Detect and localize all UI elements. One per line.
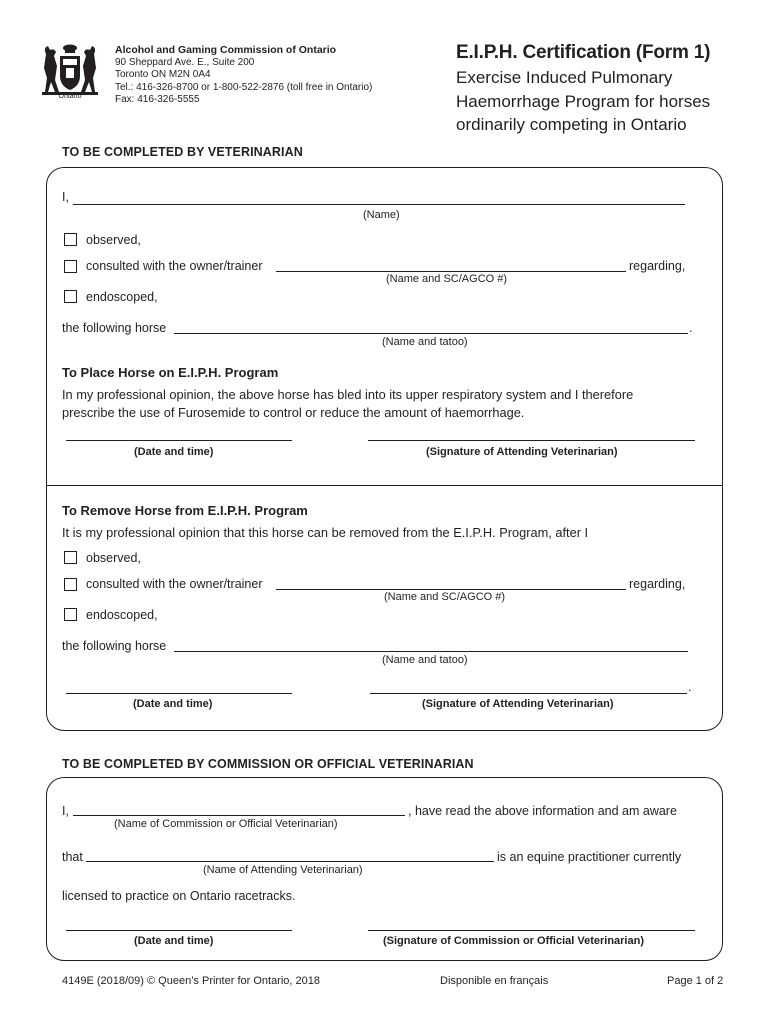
commission-date-field[interactable] xyxy=(66,930,292,931)
commission-name-field[interactable] xyxy=(73,815,405,816)
veterinarian-name-field[interactable] xyxy=(73,204,685,205)
place-horse-heading: To Place Horse on E.I.P.H. Program xyxy=(62,365,279,380)
regarding-label: regarding, xyxy=(629,259,686,273)
telephone: Tel.: 416-326-8700 or 1-800-522-2876 (toll free in Ontario) xyxy=(115,81,373,93)
place-date-field[interactable] xyxy=(66,440,292,441)
remove-horse-text: It is my professional opinion that this horse can be removed from the E.I.P.H. Program, after I xyxy=(62,525,589,540)
form-title: E.I.P.H. Certification (Form 1) xyxy=(456,42,711,63)
place-date-caption: (Date and time) xyxy=(134,446,214,458)
commission-name-caption: (Name of Commission or Official Veterinarian) xyxy=(114,818,338,830)
form-subtitle xyxy=(456,66,766,137)
remove-horse-caption: (Name and tatoo) xyxy=(382,654,468,666)
remove-owner-trainer-caption: (Name and SC/AGCO #) xyxy=(384,591,506,603)
consulted-label: consulted with the owner/trainer xyxy=(86,259,263,273)
fax: Fax: 416-326-5555 xyxy=(115,94,200,105)
remove-consulted-checkbox[interactable] xyxy=(64,578,77,591)
address-line-1: 90 Sheppard Ave. E., Suite 200 xyxy=(115,56,255,68)
practitioner-text: is an equine practitioner currently xyxy=(497,850,682,864)
commission-i-label: I, xyxy=(62,804,69,818)
aware-text: , have read the above information and am aware xyxy=(408,804,677,818)
name-caption: (Name) xyxy=(363,209,400,221)
remove-signature-end: . xyxy=(688,680,692,694)
remove-endoscoped-checkbox[interactable] xyxy=(64,608,77,621)
form-subtitle-line-1: Exercise Induced Pulmonary xyxy=(456,68,673,87)
remove-horse-heading: To Remove Horse from E.I.P.H. Program xyxy=(62,503,308,518)
french-availability: Disponible en français xyxy=(440,975,549,987)
remove-date-field[interactable] xyxy=(66,693,292,694)
owner-trainer-field[interactable] xyxy=(276,271,626,272)
logo-caption: Ontario xyxy=(58,93,82,100)
following-horse-label: the following horse xyxy=(62,321,167,335)
consulted-checkbox[interactable] xyxy=(64,260,77,273)
form-subtitle-line-3: ordinarily competing in Ontario xyxy=(456,115,687,134)
horse-caption: (Name and tatoo) xyxy=(382,336,468,348)
i-label: I, xyxy=(62,190,69,204)
commission-signature-caption: (Signature of Commission or Official Veterinarian) xyxy=(383,935,644,947)
that-label: that xyxy=(62,850,83,864)
remove-observed-checkbox[interactable] xyxy=(64,551,77,564)
remove-date-caption: (Date and time) xyxy=(133,698,213,710)
observed-label: observed, xyxy=(86,233,141,247)
observed-checkbox[interactable] xyxy=(64,233,77,246)
form-subtitle-line-2: Haemorrhage Program for horses xyxy=(456,91,711,111)
remove-observed-label: observed, xyxy=(86,551,141,565)
attending-vet-name-field[interactable] xyxy=(86,861,494,862)
place-horse-paragraph xyxy=(62,386,722,422)
place-horse-text-line-1: In my professional opinion, the above horse has bled into its upper respiratory system and I therefore xyxy=(62,387,634,402)
address-line-2: Toronto ON M2N 0A4 xyxy=(115,69,211,80)
remove-regarding-label: regarding, xyxy=(629,577,686,591)
commission-date-caption: (Date and time) xyxy=(134,935,214,947)
owner-trainer-caption: (Name and SC/AGCO #) xyxy=(386,273,508,285)
remove-horse-name-field[interactable] xyxy=(174,651,688,652)
remove-signature-caption: (Signature of Attending Veterinarian) xyxy=(422,698,614,710)
veterinarian-section-heading: TO BE COMPLETED BY VETERINARIAN xyxy=(62,145,303,159)
horse-line-end: . xyxy=(689,321,693,335)
attending-vet-caption: (Name of Attending Veterinarian) xyxy=(203,864,363,876)
endoscoped-label: endoscoped, xyxy=(86,290,158,304)
remove-signature-field[interactable] xyxy=(370,693,687,694)
remove-consulted-label: consulted with the owner/trainer xyxy=(86,577,263,591)
place-horse-text-line-2: prescribe the use of Furosemide to control or reduce the amount of haemorrhage. xyxy=(62,405,525,420)
remove-endoscoped-label: endoscoped, xyxy=(86,608,158,622)
endoscoped-checkbox[interactable] xyxy=(64,290,77,303)
organization-address-block xyxy=(115,44,372,107)
place-signature-field[interactable] xyxy=(368,440,695,441)
form-number: 4149E (2018/09) xyxy=(62,975,144,987)
organization-name: Alcohol and Gaming Commission of Ontario xyxy=(115,44,337,56)
copyright: © Queen’s Printer for Ontario, 2018 xyxy=(147,975,320,987)
remove-following-horse-label: the following horse xyxy=(62,639,167,653)
page-number: Page 1 of 2 xyxy=(667,975,724,987)
section-divider xyxy=(46,485,723,486)
commission-section-heading: TO BE COMPLETED BY COMMISSION OR OFFICIAL VETERINARIAN xyxy=(62,757,474,771)
place-signature-caption: (Signature of Attending Veterinarian) xyxy=(426,446,618,458)
commission-signature-field[interactable] xyxy=(368,930,695,931)
licensed-text: licensed to practice on Ontario racetracks. xyxy=(62,889,296,903)
remove-owner-trainer-field[interactable] xyxy=(276,589,626,590)
horse-name-field[interactable] xyxy=(174,333,688,334)
